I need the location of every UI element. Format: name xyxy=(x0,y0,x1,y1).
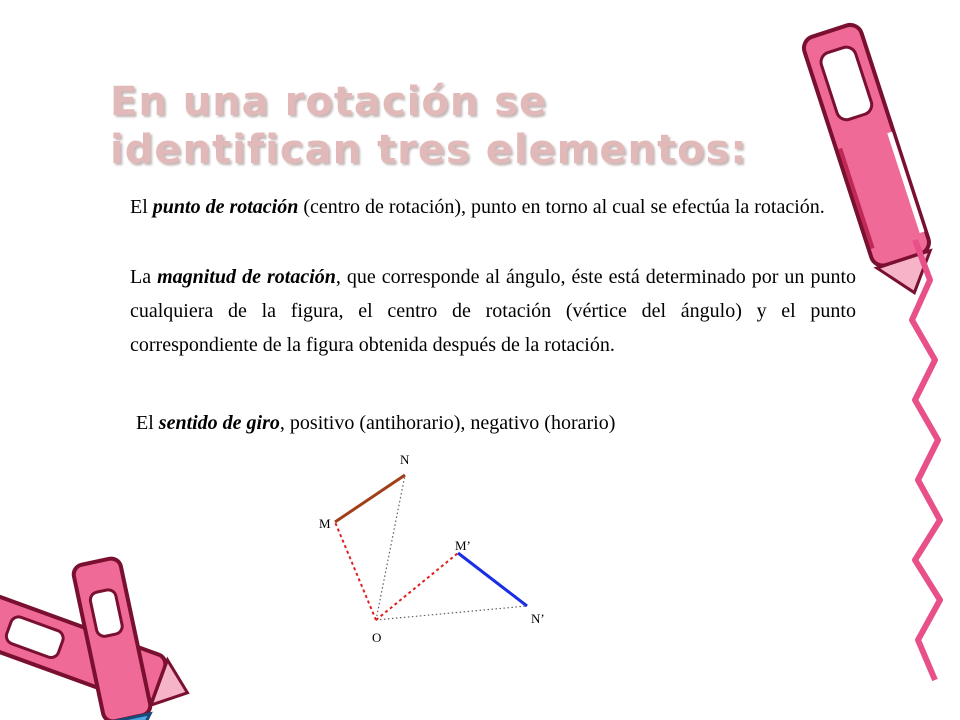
p3-after: , positivo (antihorario), negativo (horario) xyxy=(279,412,616,434)
p3-term: sentido de giro xyxy=(158,412,280,434)
slide-title: En una rotación se identifican tres elementos: xyxy=(110,79,748,173)
zigzag-line-right xyxy=(912,240,940,680)
p1-term: punto de rotación xyxy=(152,196,299,218)
p1-before: El xyxy=(130,196,153,218)
label-o: O xyxy=(372,630,382,645)
label-m: M xyxy=(319,516,331,531)
p2-before: La xyxy=(130,266,158,288)
label-n: N xyxy=(400,452,410,467)
p2-term: magnitud de rotación xyxy=(157,266,336,288)
p1-after: (centro de rotación), punto en torno al cual se efectúa la rotación. xyxy=(298,196,825,218)
p3-before: El xyxy=(136,412,159,434)
p2-after: , que corresponde al ángulo, éste está determinado por un punto cualquiera de la figura, el centro de rotación (vértice del ángulo) y el punto correspondiente de la figura obtenida después de la rotación. xyxy=(130,266,856,356)
label-n-prime: N’ xyxy=(531,611,545,626)
label-m-prime: M’ xyxy=(455,538,471,553)
